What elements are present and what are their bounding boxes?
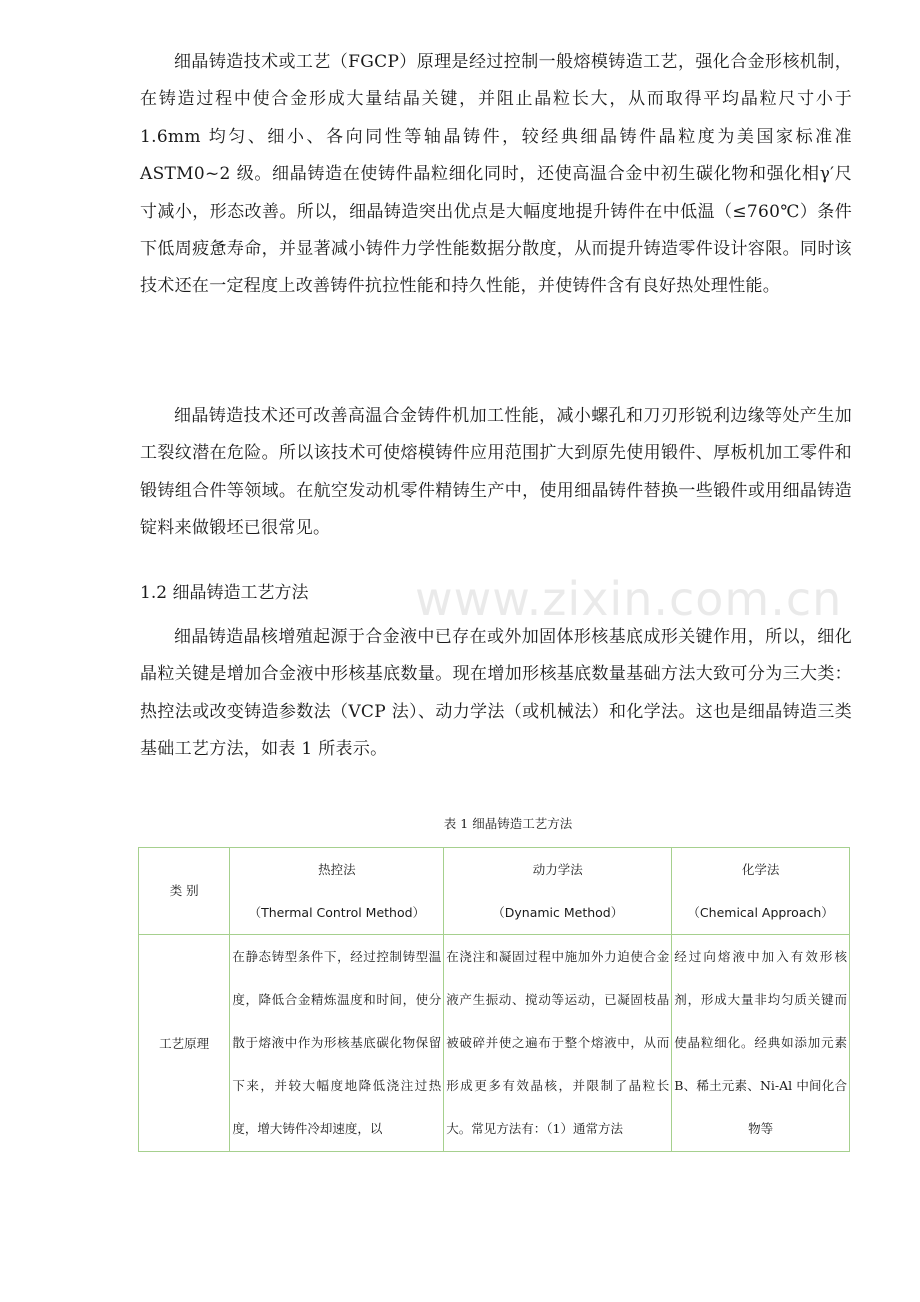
header-category-label: 类 别: [169, 883, 199, 898]
paragraph-fgcp-principle: 细晶铸造技术或工艺（FGCP）原理是经过控制一般熔模铸造工艺，强化合金形核机制，在铸造过程中使合金形成大量结晶关键，并阻止晶粒长大，从而取得平均晶粒尺寸小于 1.6mm 均匀、细小、各向同性等轴晶铸件，较经典细晶铸件晶粒度为美国家标准准ASTM0~2 级。细晶铸造在使铸件晶粒细化同时，还使高温合金中初生碳化物和强化相γ′尺寸减小，形态改善。所以，细晶铸造突出优点是大幅度地提升铸件在中低温（≤760℃）条件下低周疲惫寿命，并显著减小铸件力学性能数据分散度，从而提升铸造零件设计容限。同时该技术还在一定程度上改善铸件抗拉性能和持久性能，并使铸件含有良好热处理性能。: [140, 52, 852, 297]
header-thermal-en: （Thermal Control Method）: [248, 904, 426, 920]
watermark: www.zixin.com.cn: [415, 572, 843, 626]
paragraph-methods-intro: 细晶铸造晶核增殖起源于合金液中已存在或外加固体形核基底成形关键作用，所以，细化晶粒关键是增加合金液中形核基底数量。现在增加形核基底数量基础方法大致可分为三大类：热控法或改变铸造参数法（VCP 法）、动力学法（或机械法）和化学法。这也是细晶铸造三类基础工艺方法，如表 1 所表示。: [140, 627, 852, 760]
table-row-principle: [139, 935, 850, 1152]
header-chemical-cn: 化学法: [741, 861, 780, 877]
row-label-principle: 工艺原理: [139, 935, 230, 1152]
section-heading: 1.2 细晶铸造工艺方法: [140, 583, 309, 603]
header-dynamic-cn: 动力学法: [532, 861, 583, 877]
cell-thermal-principle: 在静态铸型条件下，经过控制铸型温度，降低合金精炼温度和时间，使分散于熔液中作为形核基底碳化物保留下来，并较大幅度地降低浇注过热度，增大铸件冷却速度，以: [230, 935, 444, 1152]
table-caption: 表 1 细晶铸造工艺方法: [443, 816, 573, 831]
cell-chemical-principle: 经过向熔液中加入有效形核剂，形成大量非均匀质关键而使晶粒细化。经典如添加元素B、稀土元素、Ni-Al 中间化合物等: [672, 935, 850, 1152]
paragraph-machinability: 细晶铸造技术还可改善高温合金铸件机加工性能，减小螺孔和刀刃形锐利边缘等处产生加工裂纹潜在危险。所以该技术可使熔模铸件应用范围扩大到原先使用锻件、厚板机加工零件和锻铸组合件等领域。在航空发动机零件精铸生产中，使用细晶铸件替换一些锻件或用细晶铸造锭料来做锻坯已很常见。: [140, 406, 852, 539]
header-dynamic-en: （Dynamic Method）: [492, 904, 624, 920]
cell-dynamic-principle: 在浇注和凝固过程中施加外力迫使合金液产生振动、搅动等运动，已凝固枝晶被破碎并使之遍布于整个熔液中，从而形成更多有效晶核，并限制了晶粒长大。常见方法有：（1）通常方法: [444, 935, 672, 1152]
header-thermal-cell: [230, 848, 444, 935]
header-category-cell: [139, 848, 230, 935]
header-chemical-cell: [672, 848, 850, 935]
methods-table: [138, 847, 850, 1152]
table-header-row: [139, 848, 850, 935]
header-chemical-en: （Chemical Approach）: [687, 904, 834, 920]
header-thermal-cn: 热控法: [318, 861, 356, 877]
header-dynamic-cell: [444, 848, 672, 935]
